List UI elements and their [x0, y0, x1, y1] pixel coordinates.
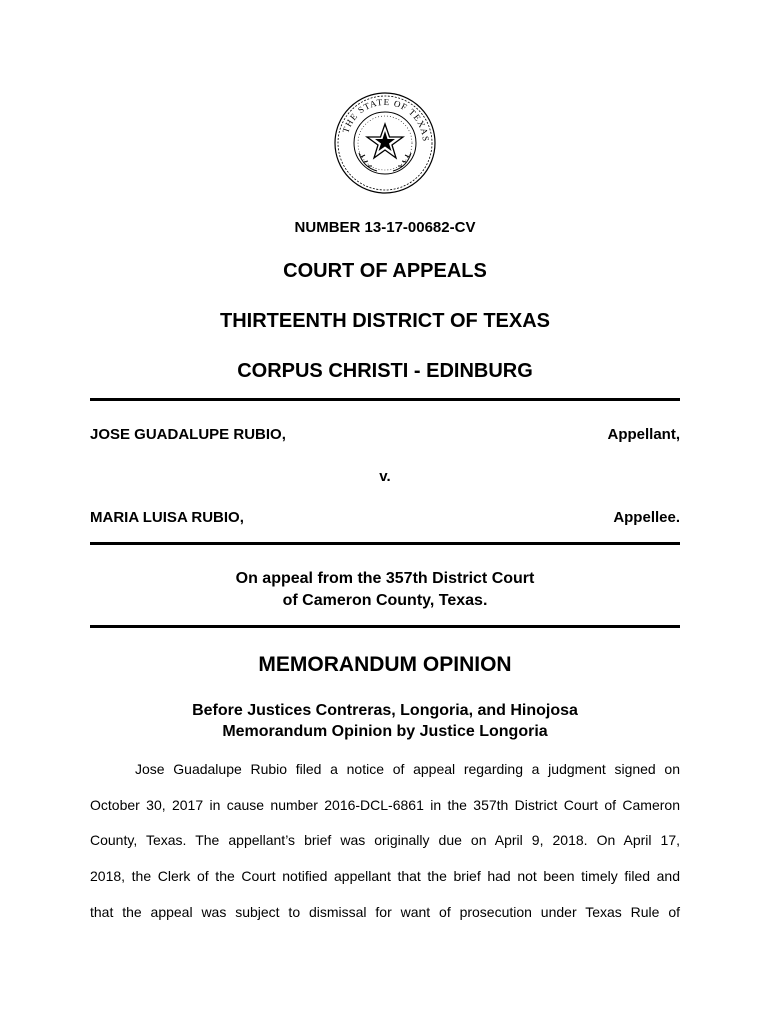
body-line: October 30, 2017 in cause number 2016-DCL-6861 in the 357th District Court of Cameron [90, 797, 680, 813]
versus-label: v. [379, 468, 391, 485]
opinion-author: Memorandum Opinion by Justice Longoria [222, 723, 548, 740]
divider [90, 398, 680, 401]
divider [90, 625, 680, 628]
panel-justices: Before Justices Contreras, Longoria, and Hinojosa [192, 702, 578, 719]
court-location: CORPUS CHRISTI - EDINBURG [237, 360, 533, 382]
body-line: Jose Guadalupe Rubio filed a notice of appeal regarding a judgment signed on [135, 761, 680, 777]
body-line: County, Texas. The appellant’s brief was originally due on April 9, 2018. On April 17, [90, 832, 680, 848]
appellant-role: Appellant, [607, 426, 680, 443]
body-line: that the appeal was subject to dismissal for want of prosecution under Texas Rule of [90, 904, 680, 920]
svg-text:THE STATE OF TEXAS: THE STATE OF TEXAS [340, 96, 432, 143]
body-line: 2018, the Clerk of the Court notified appellant that the brief had not been timely filed and [90, 868, 680, 884]
appeal-from-line-2: of Cameron County, Texas. [282, 592, 488, 609]
appellant-name: JOSE GUADALUPE RUBIO, [90, 426, 286, 443]
court-name: COURT OF APPEALS [283, 260, 487, 282]
appellee-role: Appellee. [613, 509, 680, 526]
texas-state-seal-icon [333, 91, 437, 195]
divider [90, 542, 680, 545]
case-number: NUMBER 13-17-00682-CV [294, 219, 476, 236]
appeal-from-line-1: On appeal from the 357th District Court [235, 570, 535, 587]
court-district: THIRTEENTH DISTRICT OF TEXAS [220, 310, 550, 332]
appellee-name: MARIA LUISA RUBIO, [90, 509, 244, 526]
opinion-title: MEMORANDUM OPINION [258, 653, 512, 676]
